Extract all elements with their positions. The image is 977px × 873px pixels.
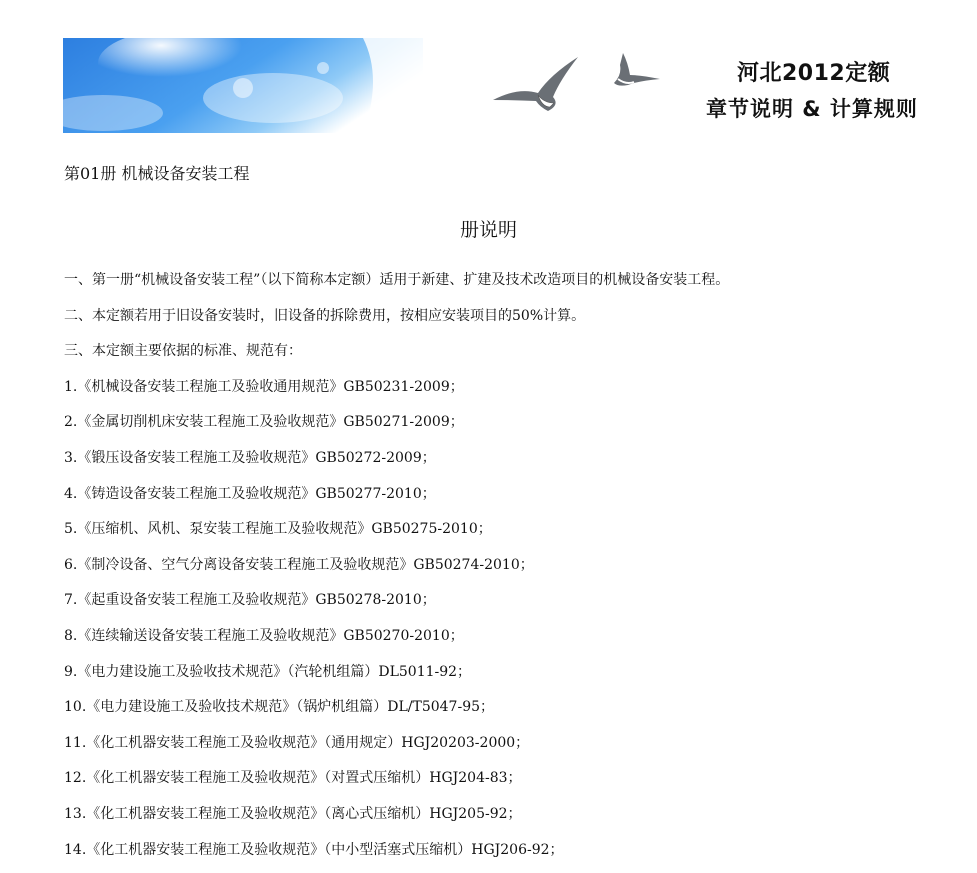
section-title: 册说明	[0, 215, 977, 242]
brand-subtitle: 章节说明 & 计算规则	[706, 93, 918, 123]
standard-list-item: 12.《化工机器安装工程施工及验收规范》（对置式压缩机）HGJ204-83；	[64, 766, 729, 802]
standard-list-item: 9.《电力建设施工及验收技术规范》（汽轮机组篇）DL5011-92；	[64, 660, 729, 696]
header-banner	[0, 0, 977, 150]
standard-list-item: 2.《金属切削机床安装工程施工及验收规范》GB50271-2009；	[64, 410, 729, 446]
standard-list-item: 7.《起重设备安装工程施工及验收规范》GB50278-2010；	[64, 588, 729, 624]
standard-list-item: 14.《化工机器安装工程施工及验收规范》（中小型活塞式压缩机）HGJ206-92；	[64, 838, 729, 873]
standard-list-item: 3.《锻压设备安装工程施工及验收规范》GB50272-2009；	[64, 446, 729, 482]
paragraph: 二、本定额若用于旧设备安装时，旧设备的拆除费用，按相应安装项目的50%计算。	[64, 304, 729, 340]
standard-list-item: 13.《化工机器安装工程施工及验收规范》（离心式压缩机）HGJ205-92；	[64, 802, 729, 838]
standard-list-item: 1.《机械设备安装工程施工及验收通用规范》GB50231-2009；	[64, 375, 729, 411]
paragraph: 三、本定额主要依据的标准、规范有：	[64, 339, 729, 375]
standard-list-item: 6.《制冷设备、空气分离设备安装工程施工及验收规范》GB50274-2010；	[64, 553, 729, 589]
seagull-icon	[493, 57, 578, 111]
standard-list-item: 8.《连续输送设备安装工程施工及验收规范》GB50270-2010；	[64, 624, 729, 660]
standard-list-item: 5.《压缩机、风机、泵安装工程施工及验收规范》GB50275-2010；	[64, 517, 729, 553]
brand-title: 河北2012定额	[737, 56, 890, 87]
standard-list-item: 10.《电力建设施工及验收技术规范》（锅炉机组篇）DL/T5047-95；	[64, 695, 729, 731]
sky-banner-image	[63, 38, 423, 133]
seagulls-image	[488, 45, 668, 120]
seagull-icon	[614, 53, 660, 86]
standard-list-item: 11.《化工机器安装工程施工及验收规范》（通用规定）HGJ20203-2000；	[64, 731, 729, 767]
paragraph: 一、第一册“机械设备安装工程”（以下简称本定额）适用于新建、扩建及技术改造项目的机械设备安装工程。	[64, 268, 729, 304]
standard-list-item: 4.《铸造设备安装工程施工及验收规范》GB50277-2010；	[64, 482, 729, 518]
volume-heading: 第01册 机械设备安装工程	[64, 161, 249, 184]
document-body	[64, 268, 729, 873]
